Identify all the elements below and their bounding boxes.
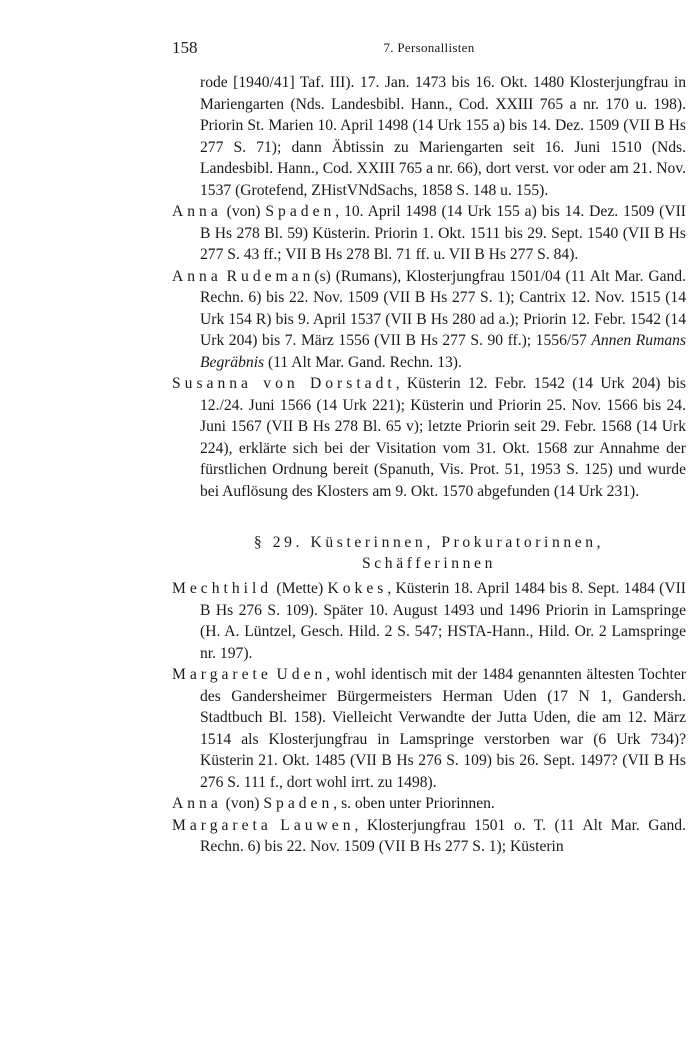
entry-full-name: Susanna von Dorstadt (172, 375, 396, 392)
continued-entry: rode [1940/41] Taf. III). 17. Jan. 1473 bis 16. Okt. 1480 Klosterjungfrau in Mariengarten (Nds. Landesbibl. Hann., Cod. XXIII 765 a nr. 170 u. 198). Priorin St. Marien 10. April 1498 (14 Urk 155 a) bis 14. Dez. 1509 (VII B Hs 277 S. 71); dann Äbtissin zu Mariengarten seit 16. Juni 1510 (Nds. Landesbibl. Hann., Cod. XXIII 765 a nr. 66), dort verst. vor oder am 21. Nov. 1537 (Grotefend, ZHistVNdSachs, 1858 S. 148 u. 155). (200, 74, 686, 199)
running-title: 7. Personallisten (383, 40, 475, 55)
section-heading (172, 532, 686, 574)
entry-susanna-dorstadt (172, 373, 686, 502)
entry-first-name: Margarete (172, 666, 272, 683)
entry-first-name: Anna (172, 795, 222, 812)
entry-italic-title: Annen Rumans Begräbnis (200, 332, 686, 371)
entry-first-name: Anna (172, 267, 222, 285)
section-heading-line-2: Schäfferinnen (362, 555, 496, 572)
entry-text: , Küsterin 12. Febr. 1542 (14 Urk 204) bis 12./24. Juni 1566 (14 Urk 221); Küsterin und Priorin 25. Nov. 1566 bis 24. Juni 1567 (VII B Hs 278 Bl. 65 v); letzte Priorin seit 29. Febr. 1568 (14 Urk 224), erklärte sich bei der Visitation vom 31. Okt. 1568 zur Annahme der fürstlichen Ordnung bereit (Spanuth, Vis. Prot. 51, 1953 S. 125) und wurde bei Auflösung des Klosters am 9. Okt. 1570 abgefunden (14 Urk 231). (200, 375, 686, 500)
entry-surname: Rudeman (226, 267, 315, 285)
entry-text: , 10. April 1498 (14 Urk 155 a) bis 14. Dez. 1509 (VII B Hs 278 Bl. 59) Küsterin. Priorin 1. Okt. 1511 bis 29. Sept. 1540 (VII B Hs 277 S. 43 ff.; VII B Hs 278 Bl. 71 ff. u. VII B Hs 277 S. 84). (200, 203, 686, 263)
entry-anna-spaden (172, 201, 686, 266)
entry-mid: (von) (221, 795, 264, 812)
page-header (172, 38, 686, 60)
entry-mid: (Mette) (272, 580, 328, 597)
page-body (172, 72, 686, 858)
entry-anna-spaden-ref (172, 793, 686, 815)
entry-first-name: Mechthild (172, 580, 273, 597)
entry-mid: (von) (221, 203, 266, 220)
entry-text: , Klosterjungfrau 1501 o. T. (11 Alt Mar. Gand. Rechn. 6) bis 22. Nov. 1509 (VII B Hs 277 S. 1); Küsterin (200, 816, 686, 855)
entry-surname: Lauwen (280, 816, 355, 834)
section-heading-line-1: § 29. Küsterinnen, Prokuratorinnen, (253, 534, 605, 551)
entry-surname: Spaden (263, 795, 334, 812)
entry-mechthild-kokes (172, 578, 686, 664)
entry-margarete-uden (172, 664, 686, 793)
entry-text: (s) (Rumans), Klosterjungfrau 1501/04 (11 Alt Mar. Gand. Rechn. 6) bis 22. Nov. 1509 (VII B Hs 277 S. 1); Cantrix 12. Nov. 1515 (14 Urk 154 R) bis 9. April 1537 (VII B Hs 280 ad a.); Priorin 12. Febr. 1542 (14 Urk 204) bis 7. März 1556 (VII B Hs 277 S. 90 ff.); 1556/57 (200, 267, 687, 349)
entry-anna-rudeman (172, 266, 686, 374)
entry-text: , s. oben unter Priorinnen. (333, 795, 495, 812)
entry-first-name: Anna (172, 203, 222, 220)
entry-margareta-lauwen (172, 815, 686, 858)
entry-surname: Uden (276, 666, 327, 683)
page-number: 158 (172, 38, 198, 57)
entry-text: , Küsterin 18. April 1484 bis 8. Sept. 1484 (VII B Hs 276 S. 109). Später 10. August 1493 und 1496 Priorin in Lamspringe (H. A. Lüntzel, Gesch. Hild. 2 S. 547; HSTA-Hann., Hild. Or. 2 Lamspringe nr. 197). (200, 580, 686, 662)
entry-first-name: Margareta (172, 816, 272, 834)
entry-text: , wohl identisch mit der 1484 genannten ältesten Tochter des Gandersheimer Bürgermeisters Herman Uden (17 N 1, Gandersh. Stadtbuch Bl. 158). Vielleicht Verwandte der Jutta Uden, die am 12. März 1514 als Klosterjungfrau in Lamspringe verstorben war (6 Urk 734)? Küsterin 21. Okt. 1485 (VII B Hs 276 S. 109) bis 26. Sept. 1497? (VII B Hs 276 S. 111 f., dort wohl irrt. zu 1498). (200, 666, 686, 791)
entry-surname: Kokes (327, 580, 388, 597)
entry-text-after: (11 Alt Mar. Gand. Rechn. 13). (264, 353, 462, 371)
entry-surname: Spaden (265, 203, 336, 220)
